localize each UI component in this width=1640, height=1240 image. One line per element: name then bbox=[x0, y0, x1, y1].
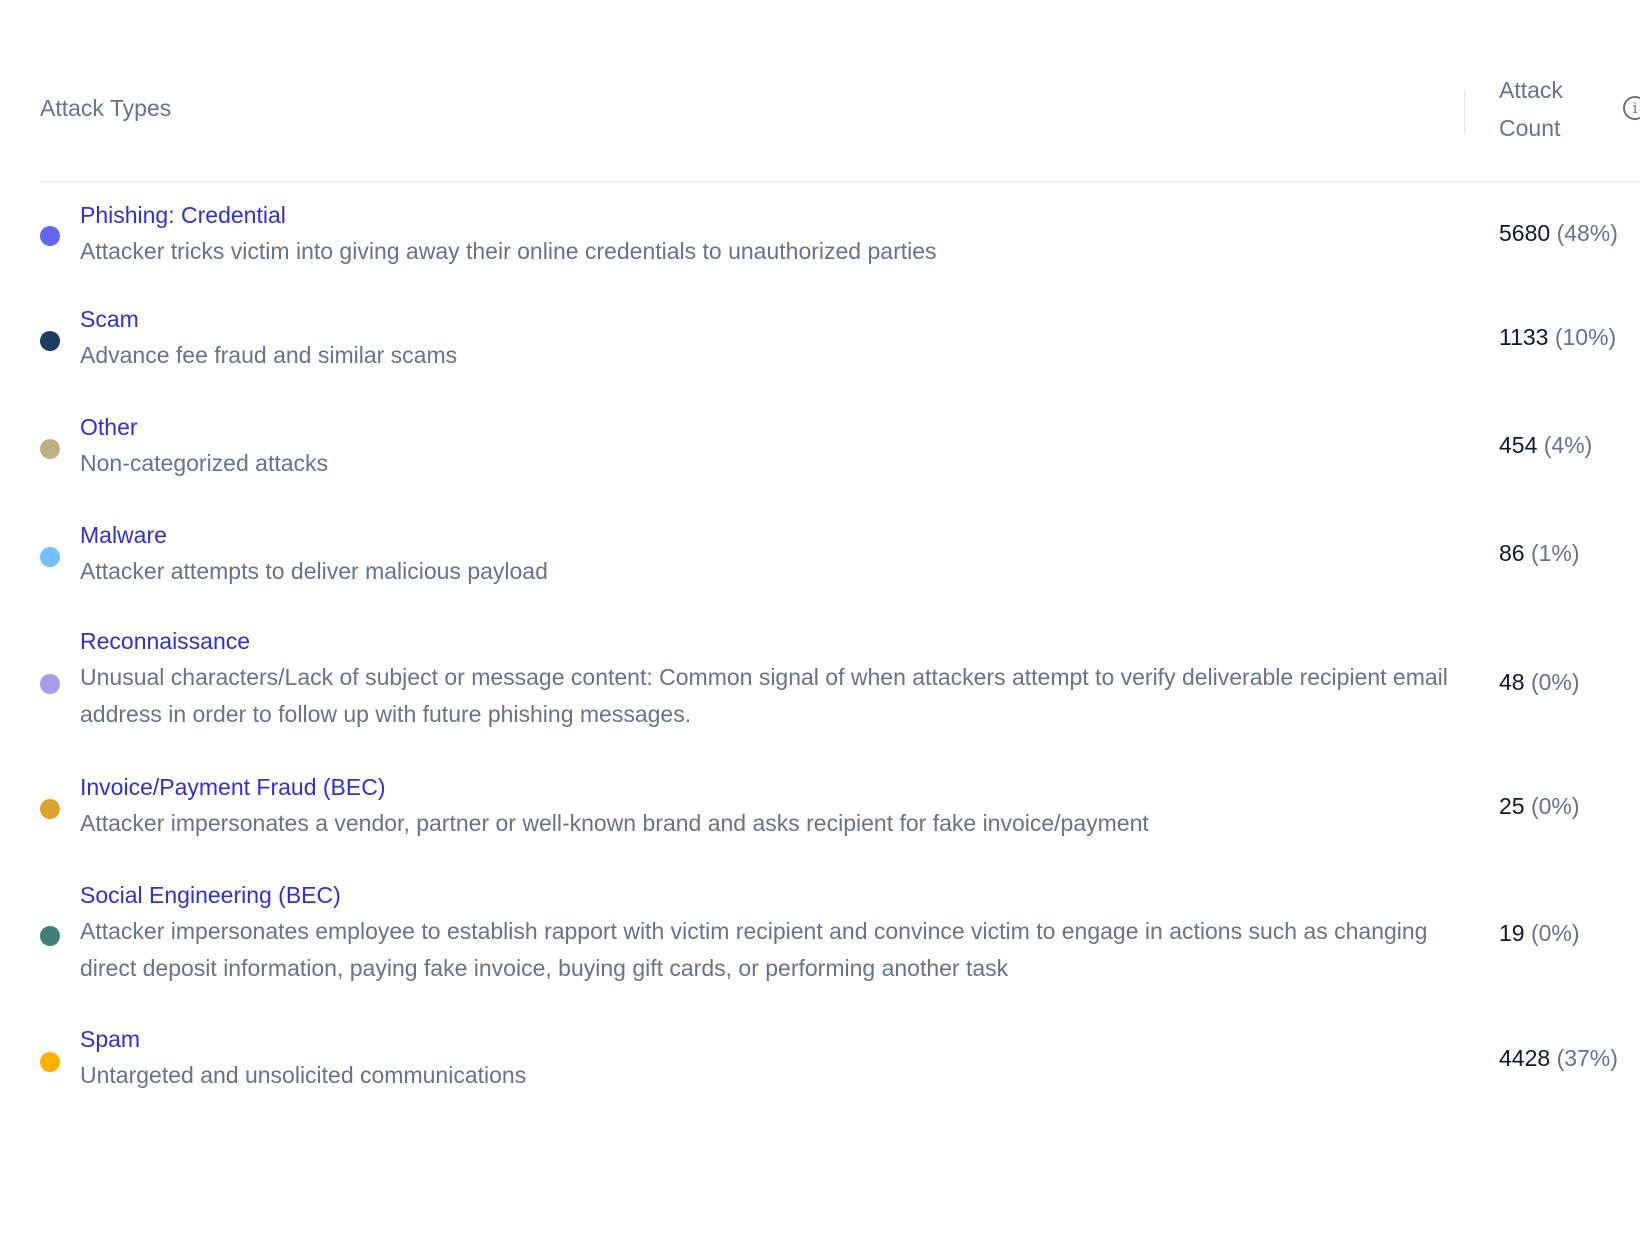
attack-count bbox=[1499, 430, 1592, 460]
info-icon[interactable]: i bbox=[1623, 96, 1640, 120]
table-row bbox=[40, 412, 1640, 492]
count-value: 25 bbox=[1499, 793, 1525, 819]
count-value: 5680 bbox=[1499, 220, 1551, 246]
count-percent: (37%) bbox=[1556, 1045, 1618, 1071]
color-dot-icon bbox=[40, 547, 60, 567]
count-value: 86 bbox=[1499, 540, 1525, 566]
attack-type-link[interactable]: Spam bbox=[80, 1026, 141, 1052]
attack-type-description: Untargeted and unsolicited communications bbox=[80, 1062, 527, 1088]
table-row bbox=[40, 304, 1640, 384]
count-percent: (10%) bbox=[1554, 324, 1617, 350]
attack-count bbox=[1499, 667, 1580, 697]
attack-type-description: Unusual characters/Lack of subject or message content: Common signal of when attackers attempt to verify deliverable recipient email address in order to follow up with future phishing messages. bbox=[80, 664, 1448, 727]
color-dot-icon bbox=[40, 799, 60, 819]
attack-type-description: Attacker tricks victim into giving away their online credentials to unauthorized parties bbox=[80, 238, 937, 264]
attack-type-link[interactable]: Scam bbox=[80, 306, 139, 332]
count-value: 19 bbox=[1499, 920, 1525, 946]
attack-type-description: Advance fee fraud and similar scams bbox=[80, 342, 458, 368]
table-row bbox=[40, 200, 1640, 280]
attack-type-link[interactable]: Invoice/Payment Fraud (BEC) bbox=[80, 774, 386, 800]
attack-type-description: Attacker impersonates a vendor, partner or well-known brand and asks recipient for fake invoice/payment bbox=[80, 810, 1149, 836]
color-dot-icon bbox=[40, 226, 60, 246]
count-value: 1133 bbox=[1499, 324, 1549, 350]
table-row bbox=[40, 520, 1640, 600]
attack-count-column-header[interactable]: Attack Count bbox=[1499, 77, 1563, 141]
count-percent: (4%) bbox=[1543, 432, 1593, 458]
attack-count bbox=[1499, 918, 1580, 948]
count-percent: (1%) bbox=[1530, 540, 1580, 566]
count-value: 454 bbox=[1499, 432, 1538, 458]
attack-count bbox=[1499, 538, 1580, 568]
table-row bbox=[40, 1024, 1640, 1104]
attack-types-column-header[interactable]: Attack Types bbox=[40, 95, 172, 121]
color-dot-icon bbox=[40, 674, 60, 694]
attack-count bbox=[1499, 322, 1616, 352]
table-row bbox=[40, 772, 1640, 852]
attack-type-link[interactable]: Phishing: Credential bbox=[80, 202, 286, 228]
attack-count bbox=[1499, 1043, 1618, 1073]
attack-count bbox=[1499, 791, 1580, 821]
color-dot-icon bbox=[40, 926, 60, 946]
table-row bbox=[40, 626, 1640, 736]
count-percent: (0%) bbox=[1530, 920, 1580, 946]
attack-types-table bbox=[40, 0, 1640, 1088]
attack-type-link[interactable]: Malware bbox=[80, 522, 167, 548]
attack-type-description: Non-categorized attacks bbox=[80, 450, 329, 476]
count-percent: (0%) bbox=[1530, 793, 1580, 819]
attack-type-link[interactable]: Other bbox=[80, 414, 138, 440]
attack-type-description: Attacker impersonates employee to establish rapport with victim recipient and convince victim to engage in actions such as changing direct deposit information, paying fake invoice, buying gift cards, or performing another task bbox=[80, 918, 1428, 981]
count-percent: (0%) bbox=[1530, 669, 1580, 695]
count-percent: (48%) bbox=[1556, 220, 1618, 246]
attack-type-link[interactable]: Social Engineering (BEC) bbox=[80, 882, 341, 908]
table-row bbox=[40, 880, 1640, 990]
color-dot-icon bbox=[40, 1052, 60, 1072]
column-divider bbox=[1464, 90, 1465, 134]
color-dot-icon bbox=[40, 331, 60, 351]
color-dot-icon bbox=[40, 439, 60, 459]
attack-type-link[interactable]: Reconnaissance bbox=[80, 628, 251, 654]
table-header bbox=[40, 0, 1640, 182]
count-value: 48 bbox=[1499, 669, 1525, 695]
count-value: 4428 bbox=[1499, 1045, 1551, 1071]
attack-count bbox=[1499, 218, 1618, 248]
attack-type-description: Attacker attempts to deliver malicious payload bbox=[80, 558, 548, 584]
